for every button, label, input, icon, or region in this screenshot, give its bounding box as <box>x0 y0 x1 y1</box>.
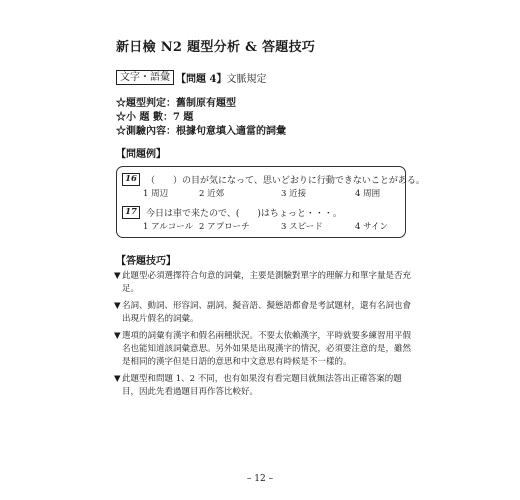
option: 2 近郊 <box>199 189 225 199</box>
section-question-number: 【問題 4】 <box>176 74 227 85</box>
info-list <box>116 97 286 139</box>
tip-item <box>114 300 414 326</box>
tips-heading: 【答題技巧】 <box>116 256 176 267</box>
info-line-content: ☆測驗內容：根據句意填入適當的詞彙 <box>116 126 286 137</box>
tip-item <box>114 330 414 369</box>
triangle-bullet-icon: ▼ <box>114 271 121 281</box>
section-topic: 文脈規定 <box>226 74 267 85</box>
example-box <box>116 166 425 238</box>
triangle-bullet-icon: ▼ <box>114 331 121 341</box>
triangle-bullet-icon: ▼ <box>114 301 121 311</box>
info-line-type: ☆題型判定：舊制原有題型 <box>116 98 236 109</box>
question-number: 17 <box>122 206 140 219</box>
section-header <box>116 70 266 85</box>
example-heading: 【問題例】 <box>116 149 166 160</box>
tip-text: 此題型必須選擇符合句意的詞彙，主要是測驗對單字的理解力和單字量是否充足。 <box>122 271 412 294</box>
triangle-bullet-icon: ▼ <box>114 374 121 384</box>
tips-list <box>114 270 414 403</box>
section-title <box>176 70 266 85</box>
question-text: 今日は車で来たので、( )はちょっと・・・。 <box>146 209 342 219</box>
page-title: 新日檢 N2 題型分析 & 答題技巧 <box>116 40 316 55</box>
question-number: 16 <box>122 173 140 186</box>
option: 4 サイン <box>355 222 389 232</box>
page-number: – 12 – <box>246 474 274 484</box>
option: 3 スピード <box>281 222 323 232</box>
tip-text: 名詞、動詞、形容詞、副詞、擬音語、擬態語都會是考試題材，還有名詞也會出現片假名的詞彙。 <box>122 301 412 324</box>
option: 2 アプローチ <box>199 222 250 232</box>
tip-text: 此題型和問題 1、2 不同，也有如果沒有看完題目就無法答出正確答案的題目，因此先看過題目再作答比較好。 <box>122 374 402 397</box>
option: 1 アルコール <box>143 222 194 232</box>
example-question-16 <box>122 173 425 186</box>
example-question-17 <box>122 206 342 219</box>
option: 3 近接 <box>281 189 307 199</box>
option: 1 周辺 <box>143 189 169 199</box>
question-text: （ ）の目が気になって、思いどおりに行動できないことがある。 <box>146 176 425 186</box>
option: 4 周囲 <box>355 189 381 199</box>
section-category-box: 文字・語彙 <box>116 70 174 85</box>
tip-item <box>114 270 414 296</box>
tip-item <box>114 373 414 399</box>
info-line-count: ☆小 題 數：7 題 <box>116 112 194 123</box>
tip-text: 選項的詞彙有漢字和假名兩種狀況。不要太依賴漢字，平時就要多練習用平假名也能知道該詞彙意思。另外如果是出現漢字的情況，必須要注意的是，雖然是相同的漢字但是日語的意思和中文意思有時候是不一樣的。 <box>122 331 412 367</box>
